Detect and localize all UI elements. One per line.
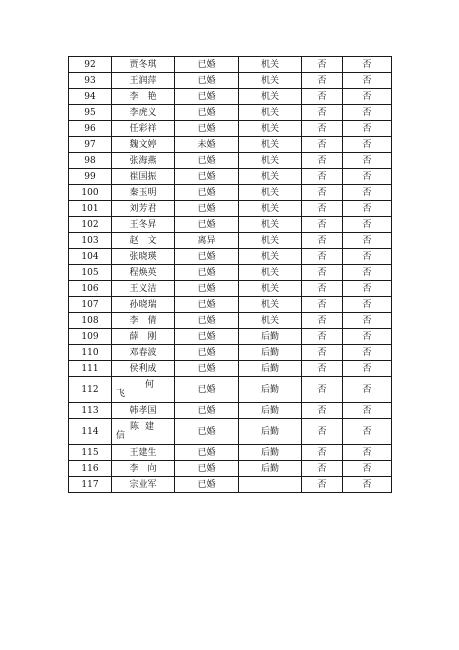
marital-status-cell: 已婚 <box>175 313 239 329</box>
department-cell: 后勤 <box>239 329 302 345</box>
flag-cell-1: 否 <box>302 377 343 403</box>
table-row <box>69 477 392 493</box>
name-cell: 王润萍 <box>112 73 175 89</box>
department-cell: 后勤 <box>239 445 302 461</box>
name-cell: 程焕英 <box>112 265 175 281</box>
row-number-cell: 107 <box>69 297 112 313</box>
flag-cell-2: 否 <box>343 329 392 345</box>
flag-cell-1: 否 <box>302 57 343 73</box>
flag-cell-2: 否 <box>343 105 392 121</box>
row-number-cell: 109 <box>69 329 112 345</box>
table-row <box>69 185 392 201</box>
department-cell: 机关 <box>239 105 302 121</box>
flag-cell-2: 否 <box>343 57 392 73</box>
name-cell <box>112 419 175 445</box>
marital-status-cell: 已婚 <box>175 73 239 89</box>
flag-cell-1: 否 <box>302 329 343 345</box>
row-number-cell: 104 <box>69 249 112 265</box>
department-cell: 机关 <box>239 217 302 233</box>
marital-status-cell: 已婚 <box>175 419 239 445</box>
department-cell: 机关 <box>239 89 302 105</box>
flag-cell-2: 否 <box>343 89 392 105</box>
row-number-cell: 117 <box>69 477 112 493</box>
flag-cell-2: 否 <box>343 313 392 329</box>
flag-cell-2: 否 <box>343 477 392 493</box>
flag-cell-2: 否 <box>343 461 392 477</box>
table-row <box>69 169 392 185</box>
name-cell: 赵 文 <box>112 233 175 249</box>
name-cell: 刘芳君 <box>112 201 175 217</box>
department-cell: 机关 <box>239 73 302 89</box>
name-cell: 李虎义 <box>112 105 175 121</box>
row-number-cell: 94 <box>69 89 112 105</box>
department-cell: 机关 <box>239 137 302 153</box>
marital-status-cell: 已婚 <box>175 57 239 73</box>
name-cell: 邓春波 <box>112 345 175 361</box>
marital-status-cell: 已婚 <box>175 329 239 345</box>
table-row <box>69 121 392 137</box>
personnel-table <box>68 56 392 493</box>
flag-cell-2: 否 <box>343 345 392 361</box>
table-row <box>69 201 392 217</box>
table-row <box>69 249 392 265</box>
row-number-cell: 115 <box>69 445 112 461</box>
department-cell: 机关 <box>239 313 302 329</box>
department-cell: 机关 <box>239 265 302 281</box>
flag-cell-1: 否 <box>302 233 343 249</box>
row-number-cell: 101 <box>69 201 112 217</box>
name-cell <box>112 377 175 403</box>
marital-status-cell: 已婚 <box>175 89 239 105</box>
flag-cell-1: 否 <box>302 105 343 121</box>
department-cell <box>239 477 302 493</box>
row-number-cell: 105 <box>69 265 112 281</box>
marital-status-cell: 未婚 <box>175 137 239 153</box>
row-number-cell: 112 <box>69 377 112 403</box>
table-row <box>69 265 392 281</box>
marital-status-cell: 已婚 <box>175 345 239 361</box>
department-cell: 机关 <box>239 249 302 265</box>
marital-status-cell: 已婚 <box>175 169 239 185</box>
name-part-top: 陈建 <box>129 422 160 432</box>
marital-status-cell: 已婚 <box>175 249 239 265</box>
table-row <box>69 297 392 313</box>
row-number-cell: 99 <box>69 169 112 185</box>
row-number-cell: 102 <box>69 217 112 233</box>
flag-cell-2: 否 <box>343 73 392 89</box>
flag-cell-2: 否 <box>343 169 392 185</box>
table-row <box>69 445 392 461</box>
flag-cell-2: 否 <box>343 137 392 153</box>
flag-cell-2: 否 <box>343 217 392 233</box>
marital-status-cell: 已婚 <box>175 477 239 493</box>
table-row <box>69 217 392 233</box>
marital-status-cell: 已婚 <box>175 377 239 403</box>
row-number-cell: 111 <box>69 361 112 377</box>
flag-cell-1: 否 <box>302 461 343 477</box>
table-row <box>69 313 392 329</box>
row-number-cell: 113 <box>69 403 112 419</box>
flag-cell-2: 否 <box>343 153 392 169</box>
name-cell: 李 向 <box>112 461 175 477</box>
flag-cell-1: 否 <box>302 89 343 105</box>
name-cell: 侯利成 <box>112 361 175 377</box>
table-row <box>69 57 392 73</box>
flag-cell-1: 否 <box>302 217 343 233</box>
flag-cell-1: 否 <box>302 121 343 137</box>
marital-status-cell: 已婚 <box>175 217 239 233</box>
flag-cell-1: 否 <box>302 403 343 419</box>
table-row <box>69 105 392 121</box>
row-number-cell: 114 <box>69 419 112 445</box>
table-row <box>69 377 392 403</box>
name-cell: 王冬昇 <box>112 217 175 233</box>
marital-status-cell: 已婚 <box>175 105 239 121</box>
name-cell: 王建生 <box>112 445 175 461</box>
marital-status-cell: 已婚 <box>175 445 239 461</box>
table-row <box>69 361 392 377</box>
flag-cell-1: 否 <box>302 361 343 377</box>
department-cell: 机关 <box>239 201 302 217</box>
marital-status-cell: 已婚 <box>175 403 239 419</box>
name-cell: 李 艳 <box>112 89 175 105</box>
marital-status-cell: 已婚 <box>175 121 239 137</box>
flag-cell-2: 否 <box>343 233 392 249</box>
department-cell: 后勤 <box>239 377 302 403</box>
marital-status-cell: 已婚 <box>175 185 239 201</box>
row-number-cell: 98 <box>69 153 112 169</box>
name-cell: 韩孝国 <box>112 403 175 419</box>
name-part-bottom: 飞 <box>116 389 126 399</box>
name-cell: 王义洁 <box>112 281 175 297</box>
flag-cell-1: 否 <box>302 153 343 169</box>
row-number-cell: 103 <box>69 233 112 249</box>
row-number-cell: 96 <box>69 121 112 137</box>
department-cell: 后勤 <box>239 361 302 377</box>
flag-cell-2: 否 <box>343 403 392 419</box>
marital-status-cell: 已婚 <box>175 265 239 281</box>
department-cell: 机关 <box>239 169 302 185</box>
name-cell: 宗业军 <box>112 477 175 493</box>
department-cell: 机关 <box>239 121 302 137</box>
name-cell: 薛 刚 <box>112 329 175 345</box>
table-row <box>69 403 392 419</box>
row-number-cell: 95 <box>69 105 112 121</box>
table-row <box>69 281 392 297</box>
flag-cell-1: 否 <box>302 419 343 445</box>
name-cell: 秦玉明 <box>112 185 175 201</box>
table-row <box>69 233 392 249</box>
name-cell: 张海燕 <box>112 153 175 169</box>
table-row <box>69 461 392 477</box>
name-cell: 任彩祥 <box>112 121 175 137</box>
flag-cell-1: 否 <box>302 297 343 313</box>
row-number-cell: 97 <box>69 137 112 153</box>
flag-cell-2: 否 <box>343 297 392 313</box>
name-part-top: 何 <box>144 380 160 390</box>
table-row <box>69 153 392 169</box>
flag-cell-1: 否 <box>302 345 343 361</box>
department-cell: 后勤 <box>239 461 302 477</box>
flag-cell-2: 否 <box>343 121 392 137</box>
flag-cell-2: 否 <box>343 265 392 281</box>
flag-cell-2: 否 <box>343 361 392 377</box>
row-number-cell: 92 <box>69 57 112 73</box>
flag-cell-2: 否 <box>343 201 392 217</box>
name-part-bottom: 信 <box>116 431 126 441</box>
department-cell: 机关 <box>239 297 302 313</box>
table-row <box>69 73 392 89</box>
flag-cell-1: 否 <box>302 169 343 185</box>
table-row <box>69 419 392 445</box>
flag-cell-2: 否 <box>343 281 392 297</box>
flag-cell-2: 否 <box>343 445 392 461</box>
marital-status-cell: 已婚 <box>175 153 239 169</box>
flag-cell-2: 否 <box>343 377 392 403</box>
department-cell: 机关 <box>239 185 302 201</box>
flag-cell-1: 否 <box>302 185 343 201</box>
department-cell: 机关 <box>239 281 302 297</box>
flag-cell-2: 否 <box>343 249 392 265</box>
marital-status-cell: 已婚 <box>175 201 239 217</box>
name-cell: 魏文婷 <box>112 137 175 153</box>
marital-status-cell: 离异 <box>175 233 239 249</box>
row-number-cell: 110 <box>69 345 112 361</box>
flag-cell-2: 否 <box>343 185 392 201</box>
table-body <box>69 57 392 493</box>
flag-cell-1: 否 <box>302 445 343 461</box>
table-row <box>69 137 392 153</box>
row-number-cell: 93 <box>69 73 112 89</box>
department-cell: 后勤 <box>239 403 302 419</box>
row-number-cell: 100 <box>69 185 112 201</box>
flag-cell-1: 否 <box>302 477 343 493</box>
department-cell: 机关 <box>239 233 302 249</box>
flag-cell-1: 否 <box>302 313 343 329</box>
marital-status-cell: 已婚 <box>175 297 239 313</box>
row-number-cell: 108 <box>69 313 112 329</box>
marital-status-cell: 已婚 <box>175 281 239 297</box>
table-row <box>69 345 392 361</box>
flag-cell-1: 否 <box>302 281 343 297</box>
department-cell: 机关 <box>239 153 302 169</box>
flag-cell-1: 否 <box>302 265 343 281</box>
flag-cell-1: 否 <box>302 73 343 89</box>
flag-cell-1: 否 <box>302 201 343 217</box>
flag-cell-1: 否 <box>302 137 343 153</box>
name-cell: 孙晓瑞 <box>112 297 175 313</box>
marital-status-cell: 已婚 <box>175 461 239 477</box>
marital-status-cell: 已婚 <box>175 361 239 377</box>
name-cell: 贾冬琪 <box>112 57 175 73</box>
flag-cell-1: 否 <box>302 249 343 265</box>
name-cell: 李 倩 <box>112 313 175 329</box>
department-cell: 后勤 <box>239 345 302 361</box>
name-cell: 张晓瑛 <box>112 249 175 265</box>
row-number-cell: 106 <box>69 281 112 297</box>
department-cell: 后勤 <box>239 419 302 445</box>
row-number-cell: 116 <box>69 461 112 477</box>
department-cell: 机关 <box>239 57 302 73</box>
name-cell: 崔国振 <box>112 169 175 185</box>
table-row <box>69 89 392 105</box>
flag-cell-2: 否 <box>343 419 392 445</box>
table-row <box>69 329 392 345</box>
